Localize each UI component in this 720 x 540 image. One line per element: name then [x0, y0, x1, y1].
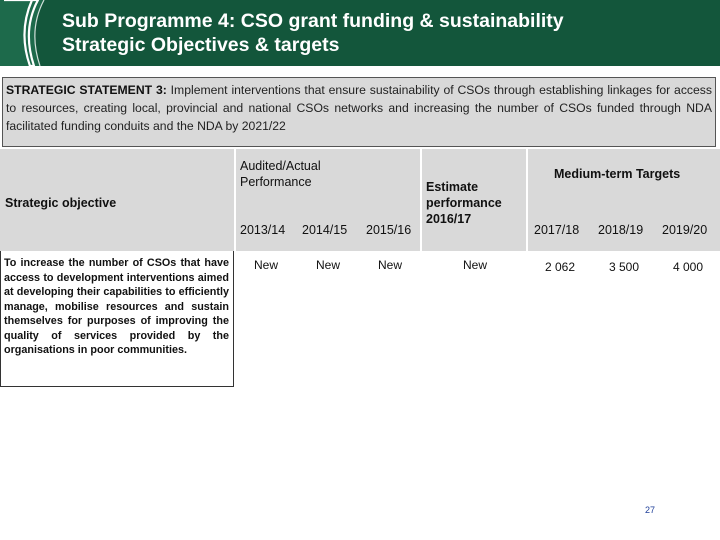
- audited-value-2013-14: New: [253, 258, 278, 272]
- header-banner: [0, 0, 720, 66]
- objective-text: To increase the number of CSOs that have access to development interventions aimed at developing their capabilities to efficiently manage, mobilise resources and sustain themselves for purposes of improving the quality of services provided by the organisations in poor communities.: [4, 257, 229, 356]
- year-2015-16: 2015/16: [366, 223, 412, 237]
- col-strategic-objective: Strategic objective: [5, 196, 117, 210]
- target-value-2019-20: 4 000: [672, 260, 704, 274]
- header-cell-objective: [0, 149, 234, 251]
- title-line-1: Sub Programme 4: CSO grant funding & sustainability: [62, 10, 564, 32]
- page-number: 27: [644, 505, 655, 515]
- year-2018-19: 2018/19: [598, 223, 644, 237]
- year-2013-14: 2013/14: [240, 223, 286, 237]
- audited-value-2014-15: New: [315, 258, 340, 272]
- audited-value-2015-16: New: [377, 258, 402, 272]
- target-value-2017-18: 2 062: [544, 260, 576, 274]
- year-2017-18: 2017/18: [534, 223, 580, 237]
- statement-text: Implement interventions that ensure sustainability of CSOs through establishing linkages for access to resources, creating local, provincial and national CSOs networks and increasing the number of CSOs funded through NDA facilitated funding conduits and the NDA by 2021/22: [6, 83, 712, 133]
- group-medium-term: Medium-term Targets: [554, 167, 681, 181]
- header-cell-estimate: [422, 149, 526, 251]
- year-2019-20: 2019/20: [662, 223, 708, 237]
- page-title: [62, 9, 564, 57]
- title-line-2: Strategic Objectives & targets: [62, 34, 340, 56]
- estimate-value: New: [462, 258, 487, 272]
- group-audited: Audited/Actual Performance: [240, 159, 321, 189]
- strategic-statement: [2, 77, 716, 147]
- year-2014-15: 2014/15: [302, 223, 348, 237]
- header-cell-medium-term: [528, 149, 720, 251]
- header-cell-audited: [236, 149, 420, 251]
- statement-label: STRATEGIC STATEMENT 3:: [6, 83, 167, 97]
- col-estimate: Estimate performance 2016/17: [426, 180, 502, 226]
- logo-swoosh-icon: [0, 0, 56, 66]
- target-value-2018-19: 3 500: [608, 260, 640, 274]
